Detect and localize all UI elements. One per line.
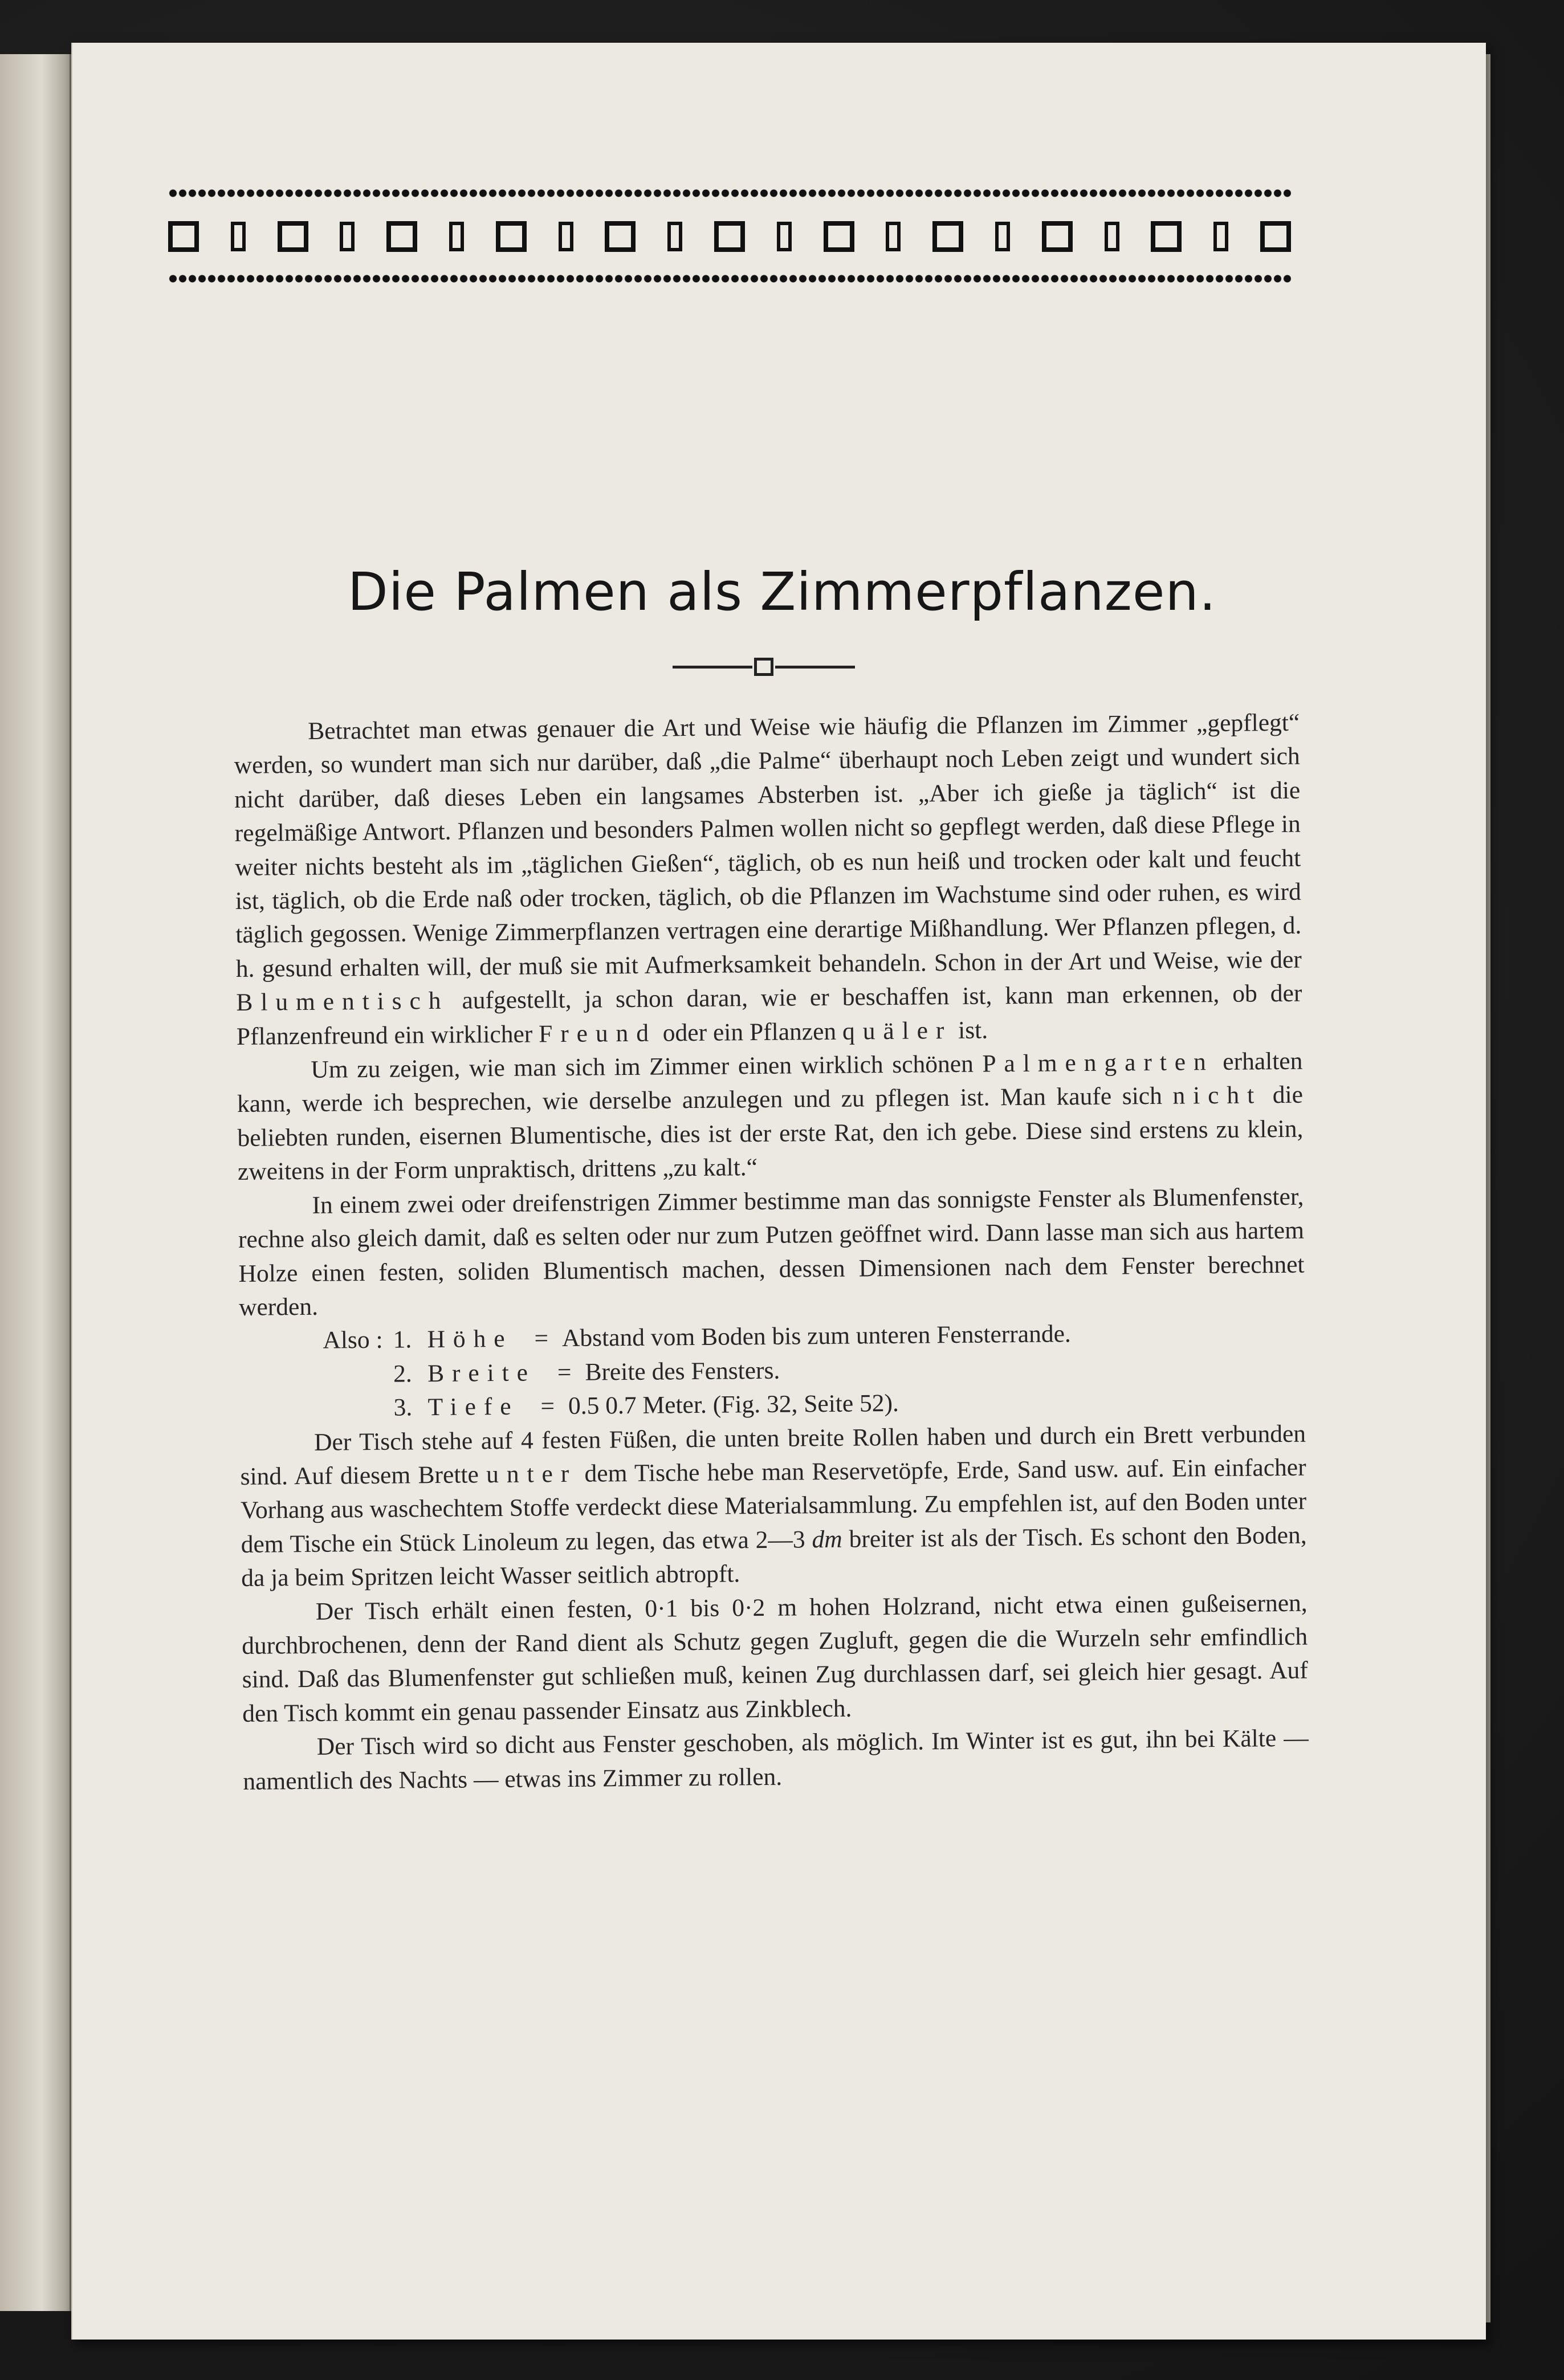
list-lead: Also : [323, 1326, 383, 1354]
paragraph-p3 [238, 1180, 1305, 1325]
dotted-rule-top [168, 188, 1291, 198]
equals-sign: = [557, 1358, 572, 1386]
ornament-bar [449, 222, 464, 251]
text-run: erhalten kann, werde ich besprechen, wie derselbe anzulegen und zu pflegen ist. Man kaufe sich [237, 1047, 1303, 1118]
ornament-bar [1105, 222, 1119, 251]
dotted-rule-bottom [168, 274, 1291, 284]
text-run: ist. [952, 1016, 988, 1044]
text-run: breiter ist als der Tisch. Es schont den Boden, da ja beim Spritzen leicht Wasser seitlich abtropft. [241, 1521, 1307, 1592]
dimension-value: Breite des Fensters. [585, 1356, 780, 1386]
text-run: Der Tisch stehe auf 4 festen Füßen, die unten breite Rollen haben und durch ein Brett verbunden sind. Auf diesem Brette [240, 1420, 1306, 1490]
dimension-term: Tiefe [427, 1392, 519, 1421]
ornament-bar [1213, 222, 1228, 251]
divider-line-left [673, 666, 752, 669]
ornament-bar [340, 222, 355, 251]
dimension-value: 0.5 0.7 Meter. (Fig. 32, Seite 52). [568, 1389, 899, 1420]
text-run: In einem zwei oder dreifenstrigen Zimmer bestimme man das sonnigste Fenster als Blumenfenster, rechne also gleich damit, daß es selten oder nur zum Putzen geöffnet wird. Dann lasse man sich aus hartem Holze einen festen, soliden Blumentisch machen, dessen Dimensionen nach dem Fenster berechnet werden. [238, 1183, 1305, 1321]
ornament-bar [559, 222, 573, 251]
title-divider [673, 655, 855, 678]
page-title: Die Palmen als Zimmerpflanzen. [347, 561, 1217, 622]
list-lead [239, 1357, 394, 1392]
square-ornament-row [168, 214, 1291, 259]
text-run: Betrachtet man etwas genauer die Art und Weise wie häufig die Pflanzen im Zimmer „gepflegt“ werden, so wundert man sich nur darüber, daß „die Palme“ überhaupt noch Leben zeigt und wundert sich nicht darüber, daß dieses Leben ein langsames Absterben ist. „Aber ich gieße ja täglich“ ist die regelmäßige Antwort. Pflanzen und besonders Palmen wollen nicht so gepflegt werden, daß diese Pflege in weiter nichts besteht als im „täglichen Gießen“, täglich, ob es nun heiß und trocken oder kalt und feucht ist, täglich, ob die Erde naß oder trocken, täglich, ob die Pflanzen im Wachstume sind oder ruhen, es wird täglich gegossen. Wenige Zimmerpflanzen vertragen eine derartige Mißhandlung. Wer Pflanzen pflegen, d. h. gesund erhalten will, der muß sie mit Aufmerksamkeit behandeln. Schon in der Art und Weise, wie der [234, 708, 1302, 983]
text-run: aufgestellt, ja schon daran, wie er beschaffen ist, kann man erkennen, ob der Pflanzenfreund ein wirklicher [236, 979, 1302, 1050]
ornament-square [168, 221, 199, 252]
text-run: dem Tische hebe man Reservetöpfe, Erde, Sand usw. auf. Ein einfacher Vorhang aus waschechtem Stoffe verdeckt diese Materialsammlung. Zu empfehlen ist, auf den Boden unter dem Tische ein Stück Linoleum zu legen, das etwa 2—3 [240, 1453, 1307, 1558]
ornament-square [824, 221, 854, 252]
paragraph-p5 [241, 1586, 1308, 1731]
ornament-bar [777, 222, 792, 251]
dimension-term: Höhe [427, 1325, 513, 1354]
emphasized-term: unter [486, 1460, 577, 1489]
emphasized-term: quäler [842, 1016, 952, 1045]
emphasized-term: nicht [1172, 1081, 1262, 1110]
text-run: Der Tisch wird so dicht aus Fenster geschoben, als möglich. Im Winter ist es gut, ihn bei Kälte — namentlich des Nachts — etwas ins Zimmer zu rollen. [243, 1724, 1309, 1795]
equals-sign: = [534, 1325, 549, 1352]
paragraph-p2 [237, 1045, 1304, 1189]
list-number: 3. [393, 1393, 413, 1421]
ornament-square [932, 221, 963, 252]
emphasized-term: Palmengarten [982, 1048, 1214, 1078]
dimensions-list [239, 1315, 1305, 1427]
ornament-bar [667, 222, 682, 251]
ornament-square [714, 221, 745, 252]
unit-text: dm [812, 1525, 842, 1553]
ornament-bar [886, 222, 901, 251]
ornament-square [386, 221, 417, 252]
ornament-square [496, 221, 527, 252]
text-run: oder ein Pflanzen [656, 1017, 843, 1047]
ornament-square [1260, 221, 1291, 252]
ornament-square [278, 221, 308, 252]
divider-line-right [775, 666, 855, 669]
ornamental-border [168, 188, 1291, 313]
facing-page-edge [0, 54, 71, 2311]
ornament-square [1151, 221, 1182, 252]
paragraph-p4 [240, 1417, 1308, 1595]
list-number: 1. [393, 1326, 412, 1354]
list-lead [239, 1391, 394, 1427]
equals-sign: = [540, 1392, 555, 1420]
ornament-bar [995, 222, 1010, 251]
ornament-square [1042, 221, 1073, 252]
text-run: die beliebten runden, eisernen Blumentische, dies ist der erste Rat, den ich gebe. Diese sind erstens zu klein, zweitens in der Form unpraktisch, drittens „zu kalt.“ [237, 1081, 1304, 1186]
paragraph-p1 [234, 706, 1302, 1054]
article-body [234, 706, 1309, 1799]
paragraph-group-intro [234, 706, 1305, 1325]
paragraph-p6 [243, 1722, 1309, 1799]
paragraph-group-details [240, 1417, 1309, 1799]
ornament-square [605, 221, 636, 252]
dimension-term: Breite [427, 1359, 536, 1387]
ornament-bar [231, 222, 246, 251]
divider-square [754, 658, 773, 676]
dimension-value: Abstand vom Boden bis zum unteren Fensterrande. [561, 1320, 1071, 1352]
text-run: Der Tisch erhält einen festen, 0·1 bis 0·2 m hohen Holzrand, nicht etwa einen gußeisernen, durchbrochenen, denn der Rand dient als Schutz gegen Zugluft, gegen die die Wurzeln sehr emfindlich sind. Daß das Blumenfenster gut schließen muß, keinen Zug durchlassen darf, sei gleich hier gesagt. Auf den Tisch kommt ein genau passender Einsatz aus Zinkblech. [242, 1589, 1308, 1727]
emphasized-term: Blumentisch [236, 987, 449, 1017]
list-number: 2. [393, 1360, 412, 1388]
emphasized-term: Freund [538, 1019, 657, 1048]
text-run: Um zu zeigen, wie man sich im Zimmer einen wirklich schönen [311, 1050, 983, 1083]
